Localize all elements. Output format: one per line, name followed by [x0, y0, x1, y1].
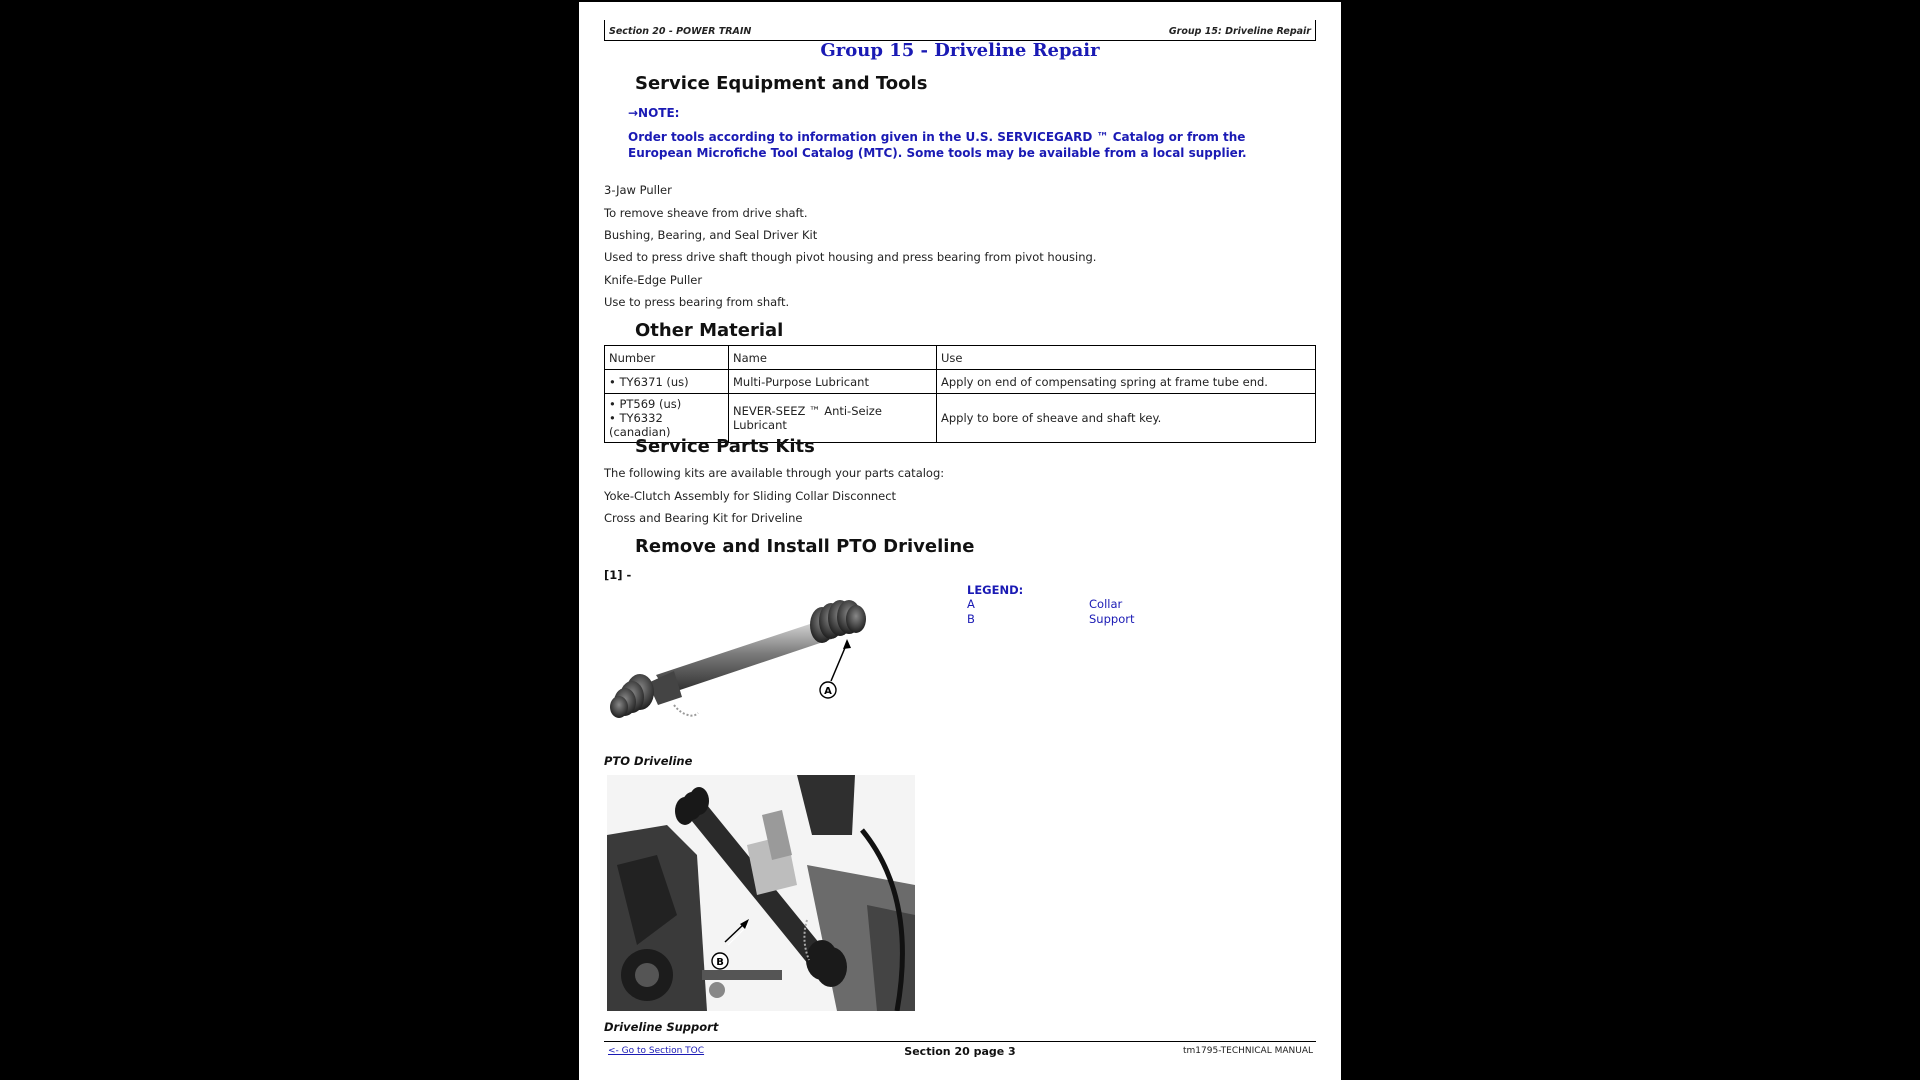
table-header-row [605, 346, 1316, 370]
note-label: →NOTE: [628, 106, 680, 120]
pto-driveline-image [604, 597, 894, 732]
cell-number: • TY6371 (us) [605, 370, 729, 394]
parts-intro: The following kits are available through your parts catalog: [604, 466, 945, 480]
cell-number-line: • PT569 (us) [609, 397, 682, 411]
material-table [604, 345, 1316, 443]
header-section: Section 20 - POWER TRAIN [609, 26, 752, 37]
legend-row [967, 597, 1167, 612]
parts-item: Cross and Bearing Kit for Driveline [604, 511, 803, 525]
table-row [605, 370, 1316, 394]
legend-value: Collar [1089, 597, 1123, 611]
section-toc-link[interactable]: <- Go to Section TOC [608, 1046, 705, 1056]
header-group: Group 15: Driveline Repair [1168, 26, 1311, 37]
tool-item: To remove sheave from drive shaft. [604, 206, 808, 220]
col-use-header: Use [937, 346, 1316, 370]
page-number: Section 20 page 3 [904, 1045, 1016, 1058]
tool-item: Use to press bearing from shaft. [604, 295, 790, 309]
parts-item: Yoke-Clutch Assembly for Sliding Collar Disconnect [604, 489, 897, 503]
tool-item: Knife-Edge Puller [604, 273, 703, 287]
cell-name: NEVER-SEEZ ™ Anti-Seize Lubricant [729, 394, 937, 443]
col-number-header: Number [605, 346, 729, 370]
heading-pto: Remove and Install PTO Driveline [635, 536, 975, 557]
legend-row [967, 612, 1167, 627]
callout-a: A [824, 686, 832, 697]
figure-label: [1] - [604, 568, 632, 582]
cell-number-line: • TY6332 (canadian) [609, 411, 671, 439]
cell-name: Multi-Purpose Lubricant [729, 370, 937, 394]
footer-divider [604, 1041, 1316, 1042]
driveline-support-image [607, 775, 915, 1011]
note-text: Order tools according to information given in the U.S. SERVICEGARD ™ Catalog or from the European Microfiche Tool Catalog (MTC). Some tools may be available from a local supplier. [628, 130, 1247, 160]
heading-service-parts: Service Parts Kits [635, 436, 815, 457]
legend-key: B [967, 612, 975, 626]
callout-b: B [716, 957, 724, 968]
legend-key: A [967, 597, 975, 611]
heading-service-tools: Service Equipment and Tools [635, 73, 928, 94]
tool-item: Bushing, Bearing, and Seal Driver Kit [604, 228, 818, 242]
legend-title: LEGEND: [967, 583, 1024, 597]
caption-driveline-support: Driveline Support [604, 1020, 719, 1034]
caption-pto-driveline: PTO Driveline [604, 754, 693, 768]
page-title: Group 15 - Driveline Repair [820, 40, 1100, 61]
tool-item: 3-Jaw Puller [604, 183, 672, 197]
page-header [604, 20, 1316, 41]
manual-page [579, 2, 1341, 1080]
legend-value: Support [1089, 612, 1135, 626]
tool-item: Used to press drive shaft though pivot housing and press bearing from pivot housing. [604, 250, 1097, 264]
legend [967, 583, 1167, 627]
col-name-header: Name [729, 346, 937, 370]
manual-name: tm1795-TECHNICAL MANUAL [1183, 1046, 1313, 1056]
heading-other-material: Other Material [635, 320, 784, 341]
cell-use: Apply to bore of sheave and shaft key. [937, 394, 1316, 443]
cell-use: Apply on end of compensating spring at frame tube end. [937, 370, 1316, 394]
